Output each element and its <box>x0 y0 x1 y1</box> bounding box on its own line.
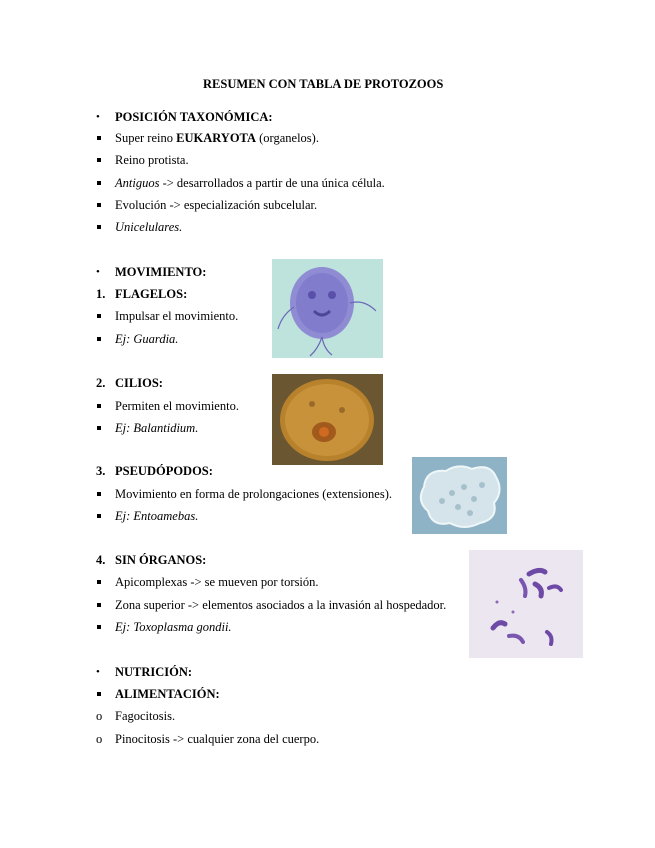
square-bullet <box>97 203 101 207</box>
sin-organos-number: 4. <box>96 553 106 567</box>
square-bullet <box>97 492 101 496</box>
flagelos-item-2: Ej: Guardia. <box>115 332 179 346</box>
nutricion-item-2: Pinocitosis -> cualquier zona del cuerpo. <box>115 732 320 746</box>
sin-organos-item-3: Ej: Toxoplasma gondii. <box>115 620 232 634</box>
sin-organos-title: SIN ÓRGANOS: <box>115 553 207 567</box>
entamoeba-image <box>412 457 507 534</box>
cilios-number: 2. <box>96 376 106 390</box>
sin-organos-item-2: Zona superior -> elementos asociados a la invasión al hospedador. <box>115 598 447 612</box>
square-bullet <box>97 426 101 430</box>
balantidium-image <box>272 374 383 465</box>
sin-organos-item-1: Apicomplexas -> se mueven por torsión. <box>115 575 319 589</box>
cilios-title: CILIOS: <box>115 376 163 390</box>
flagelos-title: FLAGELOS: <box>115 287 188 301</box>
square-bullet <box>97 225 101 229</box>
square-bullet <box>97 136 101 140</box>
pseudopodos-number: 3. <box>96 464 106 478</box>
cilios-item-2: Ej: Balantidium. <box>115 421 199 435</box>
pseudopodos-title: PSEUDÓPODOS: <box>115 464 213 478</box>
taxonomia-item-2: Reino protista. <box>115 153 189 167</box>
square-bullet <box>97 625 101 629</box>
circle-bullet: o <box>96 732 103 746</box>
section-heading-taxonomia: POSICIÓN TAXONÓMICA: <box>115 110 273 124</box>
pseudopodos-item-1: Movimiento en forma de prolongaciones (extensiones). <box>115 487 393 501</box>
flagelos-number: 1. <box>96 287 106 301</box>
square-bullet <box>97 603 101 607</box>
flagelos-item-1: Impulsar el movimiento. <box>115 309 239 323</box>
circle-bullet: o <box>96 709 103 723</box>
nutricion-item-1: Fagocitosis. <box>115 709 176 723</box>
square-bullet <box>97 337 101 341</box>
taxonomia-item-5: Unicelulares. <box>115 220 183 234</box>
square-bullet <box>97 158 101 162</box>
square-bullet <box>97 580 101 584</box>
cilios-item-1: Permiten el movimiento. <box>115 399 239 413</box>
bullet: • <box>96 666 100 678</box>
section-heading-movimiento: MOVIMIENTO: <box>115 265 207 279</box>
square-bullet <box>97 692 101 696</box>
square-bullet <box>97 514 101 518</box>
taxonomia-item-4: Evolución -> especialización subcelular. <box>115 198 318 212</box>
taxonomia-item-1: Super reino EUKARYOTA (organelos). <box>115 131 319 145</box>
square-bullet <box>97 404 101 408</box>
taxonomia-item-3: Antiguos -> desarrollados a partir de una única célula. <box>115 176 385 190</box>
square-bullet <box>97 314 101 318</box>
bullet: • <box>96 266 100 278</box>
alimentacion-heading: ALIMENTACIÓN: <box>115 687 220 701</box>
giardia-image <box>272 259 383 358</box>
page-title: RESUMEN CON TABLA DE PROTOZOOS <box>203 77 444 91</box>
bullet: • <box>96 111 100 123</box>
section-heading-nutricion: NUTRICIÓN: <box>115 665 193 679</box>
toxoplasma-image <box>469 550 583 658</box>
square-bullet <box>97 181 101 185</box>
pseudopodos-item-2: Ej: Entoamebas. <box>115 509 199 523</box>
